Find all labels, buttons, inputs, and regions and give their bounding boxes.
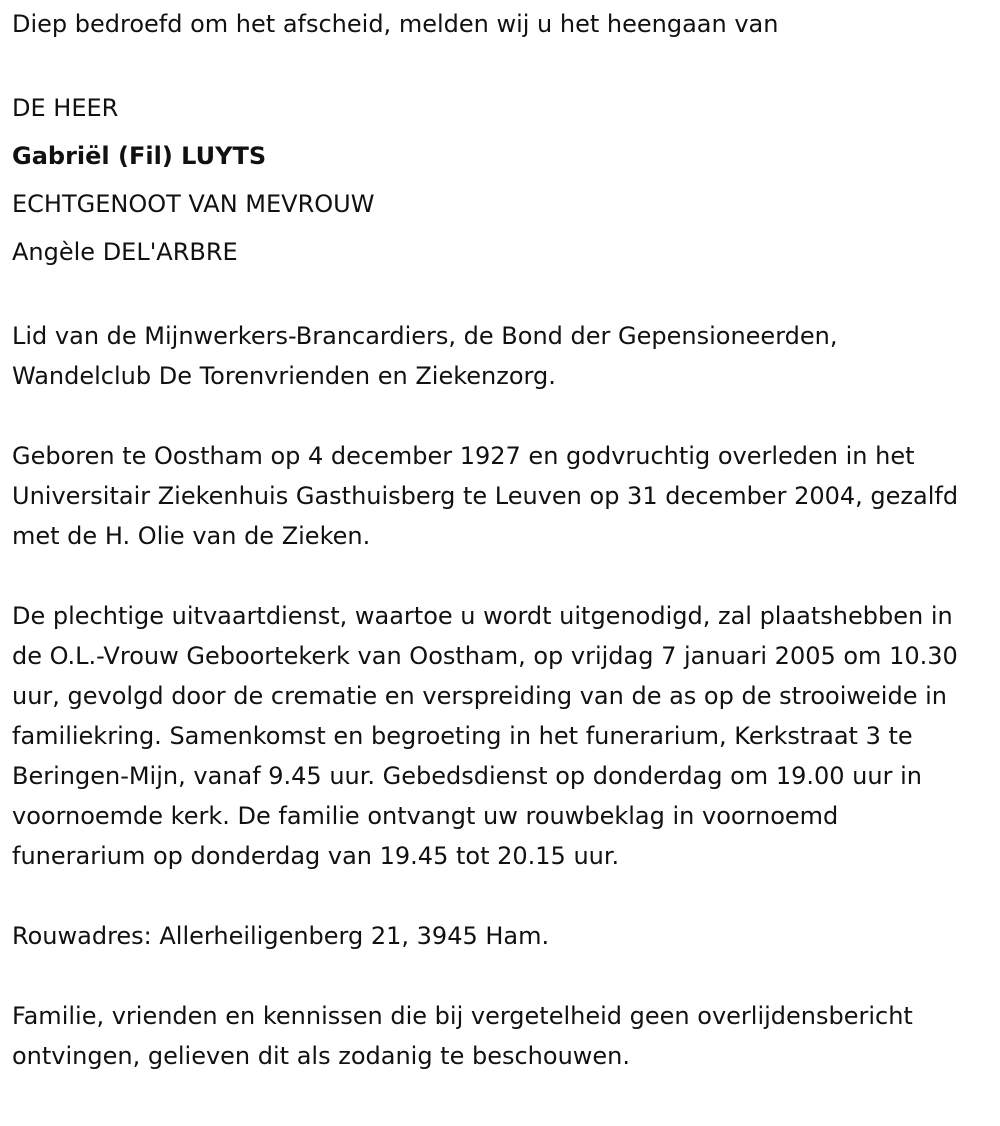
memberships-paragraph: Lid van de Mijnwerkers-Brancardiers, de Bond der Gepensioneerden, Wandelclub De Torenvrienden en Ziekenzorg. (12, 322, 838, 390)
spacer (12, 44, 982, 84)
title-text: DE HEER (12, 94, 119, 122)
intro-text: Diep bedroefd om het afscheid, melden wij u het heengaan van (12, 10, 779, 38)
deceased-name: Gabriël (Fil) LUYTS (12, 142, 267, 170)
relation-text: ECHTGENOOT VAN MEVROUW (12, 190, 375, 218)
birth-death-paragraph: Geboren te Oostham op 4 december 1927 en godvruchtig overleden in het Universitair Ziekenhuis Gasthuisberg te Leuven op 31 december 2004, gezalfd met de H. Olie van de Zieken. (12, 442, 959, 550)
funeral-paragraph: De plechtige uitvaartdienst, waartoe u wordt uitgenodigd, zal plaatshebben in de O.L.-Vrouw Geboortekerk van Oostham, op vrijdag 7 januari 2005 om 10.30 uur, gevolgd door de crematie en verspreiding van de as op de strooiweide in familiekring. Samenkomst en begroeting in het funerarium, Kerkstraat 3 te Beringen-Mijn, vanaf 9.45 uur. Gebedsdienst op donderdag om 19.00 uur in voornoemde kerk. De familie ontvangt uw rouwbeklag in voornoemd funerarium op donderdag van 19.45 tot 20.15 uur. (12, 602, 958, 870)
closing-paragraph: Familie, vrienden en kennissen die bij vergetelheid geen overlijdensbericht ontvingen, gelieven dit als zodanig te beschouwen. (12, 1002, 913, 1070)
spacer (12, 556, 982, 596)
spacer (12, 956, 982, 996)
spacer (12, 396, 982, 436)
spacer (12, 876, 982, 916)
obituary-notice (12, 4, 982, 1076)
address-text: Rouwadres: Allerheiligenberg 21, 3945 Ham. (12, 922, 550, 950)
spacer (12, 276, 982, 316)
spouse-name: Angèle DEL'ARBRE (12, 238, 238, 266)
